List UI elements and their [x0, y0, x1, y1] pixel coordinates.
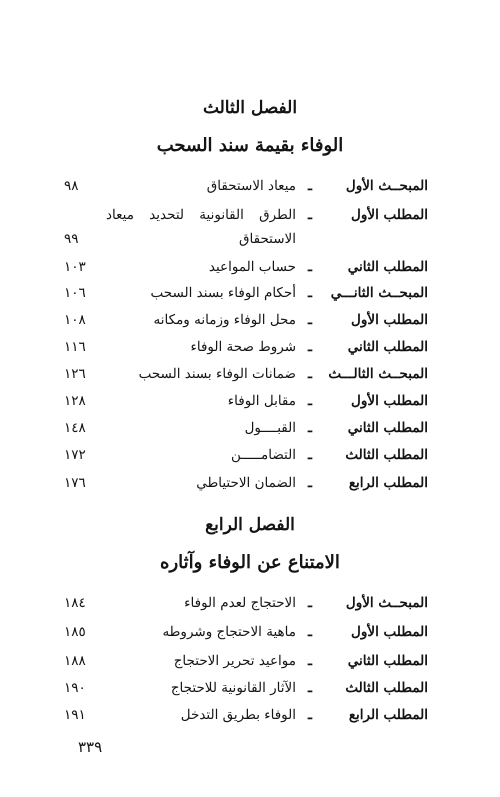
section-label: المبحــث الأول	[345, 595, 428, 611]
section-label: المطلب الثالث	[345, 680, 428, 696]
section-label: المطلب الثاني	[347, 259, 428, 275]
separator-dash: ـ	[308, 312, 312, 328]
chapter-4-subtitle: الامتناع عن الوفاء وآثاره	[160, 552, 340, 573]
chapter-3-subtitle: الوفاء بقيمة سند السحب	[156, 135, 344, 156]
chapter-3-title: الفصل الثالث	[202, 98, 298, 118]
toc-row	[0, 416, 500, 440]
toc-row	[0, 703, 500, 727]
toc-row	[0, 362, 500, 386]
section-label: المطلب الثاني	[347, 653, 428, 669]
toc-row	[0, 174, 500, 198]
page-number: ١٨٨	[64, 653, 86, 669]
topic-title: الضمان الاحتياطي	[196, 475, 296, 491]
section-label: المطلب الرابع	[348, 475, 428, 491]
topic-title: شروط صحة الوفاء	[190, 339, 296, 355]
page-number: ١٢٨	[64, 393, 86, 409]
toc-row	[0, 281, 500, 305]
separator-dash: ـ	[308, 285, 312, 301]
topic-title: ضمانات الوفاء بسند السحب	[138, 366, 296, 382]
topic-title: الوفاء بطريق التدخل	[180, 707, 296, 723]
toc-row	[0, 649, 500, 673]
separator-dash: ـ	[308, 475, 312, 491]
topic-title: حساب المواعيد	[208, 259, 296, 275]
topic-title: مقابل الوفاء	[227, 393, 296, 409]
section-label: المطلب الثاني	[347, 420, 428, 436]
topic-title: ماهية الاحتجاج وشروطه	[162, 624, 296, 640]
page-number: ١٧٢	[64, 447, 86, 463]
topic-title: الطرق القانونية لتحديد ميعاد الاستحقاق	[106, 207, 296, 247]
topic-title: أحكام الوفاء بسند السحب	[150, 285, 296, 301]
separator-dash: ـ	[308, 366, 312, 382]
section-label: المطلب الأول	[351, 207, 428, 223]
toc-row	[0, 203, 500, 251]
page-number: ١٧٦	[64, 475, 86, 491]
section-label: المبحــث الأول	[345, 178, 428, 194]
section-label: المبحــث الثالـــث	[328, 366, 428, 382]
toc-row	[0, 471, 500, 495]
chapter-4-title: الفصل الرابع	[205, 515, 295, 535]
topic-title: الآثار القانونية للاحتجاج	[170, 680, 296, 696]
separator-dash: ـ	[308, 624, 312, 640]
section-label: المطلب الرابع	[348, 707, 428, 723]
page-number: ١٢٦	[64, 366, 86, 382]
topic-title: التضامـــــن	[230, 447, 296, 463]
topic-title: ميعاد الاستحقاق	[206, 178, 296, 194]
separator-dash: ـ	[308, 420, 312, 436]
page-number: ١٠٦	[64, 285, 86, 301]
separator-dash: ـ	[308, 393, 312, 409]
page-number: ٩٨	[64, 178, 79, 194]
page-number: ١٤٨	[64, 420, 86, 436]
section-label: المطلب الأول	[351, 624, 428, 640]
separator-dash: ـ	[308, 339, 312, 355]
topic-title: محل الوفاء وزمانه ومكانه	[153, 312, 296, 328]
topic-title: الاحتجاج لعدم الوفاء	[184, 595, 296, 611]
separator-dash: ـ	[308, 447, 312, 463]
folio-page-number: ٣٣٩	[78, 738, 103, 756]
toc-row	[0, 443, 500, 467]
toc-row	[0, 255, 500, 279]
page-number: ٩٩	[64, 231, 79, 247]
page-number: ١٠٣	[64, 259, 86, 275]
section-label: المطلب الأول	[351, 393, 428, 409]
topic-title: مواعيد تحرير الاحتجاج	[173, 653, 296, 669]
separator-dash: ـ	[308, 259, 312, 275]
separator-dash: ـ	[308, 707, 312, 723]
toc-row	[0, 308, 500, 332]
page-number: ١٠٨	[64, 312, 86, 328]
page-number: ١٨٥	[64, 624, 86, 640]
separator-dash: ـ	[308, 207, 312, 223]
toc-row	[0, 591, 500, 615]
toc-row	[0, 389, 500, 413]
section-label: المطلب الثاني	[347, 339, 428, 355]
section-label: المبحــث الثانـــي	[330, 285, 428, 301]
toc-row	[0, 335, 500, 359]
page-number: ١١٦	[64, 339, 86, 355]
section-label: المطلب الثالث	[345, 447, 428, 463]
toc-row	[0, 620, 500, 644]
topic-title: القبــــول	[244, 420, 296, 436]
toc-row	[0, 676, 500, 700]
separator-dash: ـ	[308, 178, 312, 194]
section-label: المطلب الأول	[351, 312, 428, 328]
page-number: ١٩٠	[64, 680, 86, 696]
separator-dash: ـ	[308, 595, 312, 611]
separator-dash: ـ	[308, 653, 312, 669]
separator-dash: ـ	[308, 680, 312, 696]
page-number: ١٨٤	[64, 595, 86, 611]
page-number: ١٩١	[64, 707, 86, 723]
